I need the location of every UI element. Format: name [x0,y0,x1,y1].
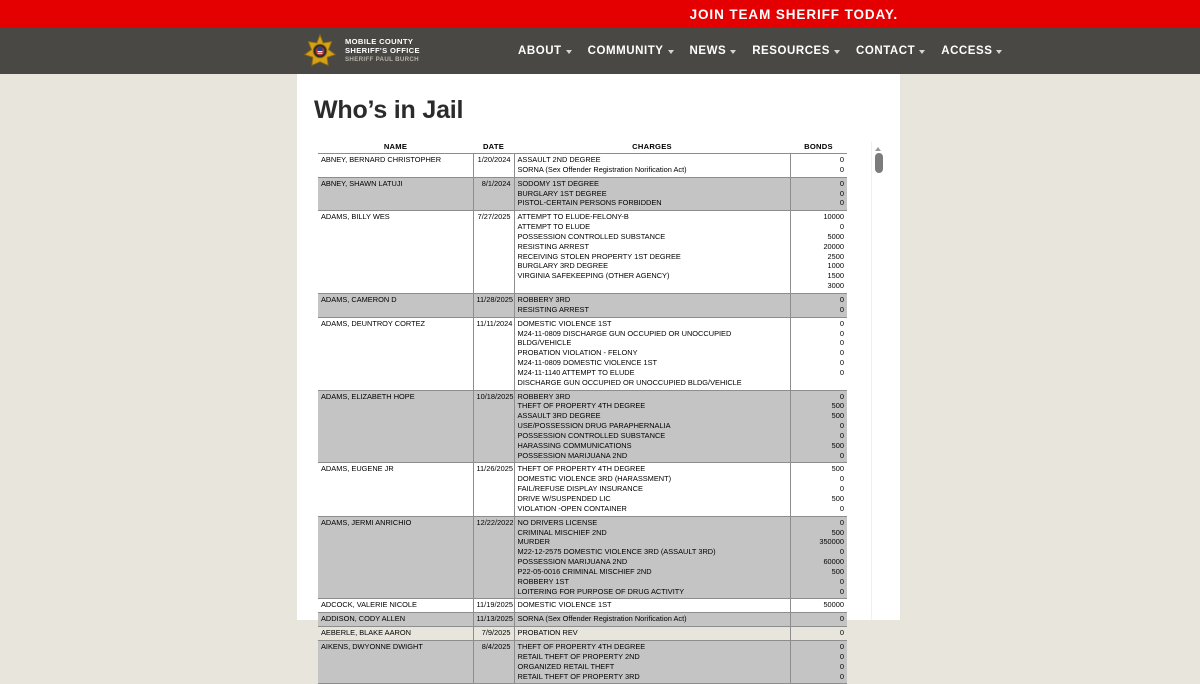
cell-bonds [790,317,847,390]
charge-line: VIRGINIA SAFEKEEPING (OTHER AGENCY) [517,271,670,281]
table-row [318,613,847,627]
cell-name: ADCOCK, VALERIE NICOLE [318,599,473,613]
bond-amount: 0 [839,391,844,401]
cell-date: 10/18/2025 [473,390,514,463]
main-menu [518,45,1002,57]
cell-name: AEBERLE, BLAKE AARON [318,627,473,641]
charge-line: POSSESSION MARIJUANA 2ND [517,450,628,460]
announcement-text[interactable]: JOIN TEAM SHERIFF TODAY. [689,6,898,22]
content-panel [297,74,900,681]
nav-label-community: COMMUNITY [587,45,664,57]
charge-line: DISCHARGE GUN OCCUPIED OR UNOCCUPIED BLDG/VEHICLE [517,377,742,387]
nav-item-community[interactable] [588,45,674,57]
charge-line: M22-12-2575 DOMESTIC VIOLENCE 3RD (ASSAULT 3RD) [517,547,716,557]
bond-amount: 0 [839,304,844,314]
cell-charges [514,599,790,613]
bond-amount: 10000 [823,212,844,222]
bond-amount: 0 [839,338,844,348]
nav-item-access[interactable] [941,45,1002,57]
cell-bonds [790,516,847,599]
brand-line-county: MOBILE COUNTY [345,37,414,47]
bond-amount: 0 [839,517,844,527]
cell-name: ABNEY, BERNARD CHRISTOPHER [318,154,473,178]
column-header-name[interactable]: NAME [318,142,473,154]
table-header-row [318,142,847,154]
nav-item-contact[interactable] [856,45,925,57]
jail-roster-frame [314,142,884,681]
cell-charges [514,627,790,641]
bond-amount: 500 [831,440,844,450]
bond-amount: 0 [839,421,844,431]
cell-bonds [790,463,847,516]
column-header-date[interactable]: DATE [473,142,514,154]
brand-wordmark [345,38,420,63]
bond-amount: 0 [839,188,844,198]
bond-amount: 0 [839,358,844,368]
charge-line: PROBATION REV [517,628,578,638]
bond-amount: 1000 [827,261,844,271]
bond-amount: 500 [831,401,844,411]
bond-amount: 0 [839,586,844,596]
cell-name: ABNEY, SHAWN LATUJI [318,177,473,211]
bond-amount: 0 [839,576,844,586]
site-navigation-bar [0,28,1200,74]
charge-line: BLDG/VEHICLE [517,338,572,348]
charge-line: PROBATION VIOLATION - FELONY [517,348,638,358]
jail-roster-body [318,154,847,684]
cell-charges [514,640,790,683]
charge-line: ROBBERY 3RD [517,391,571,401]
table-row [318,154,847,178]
charge-line: RESISTING ARREST [517,241,589,251]
cell-date: 12/22/2022 [473,516,514,599]
cell-bonds [790,211,847,294]
cell-date: 8/1/2024 [473,177,514,211]
charge-line: USE/POSSESSION DRUG PARAPHERNALIA [517,421,671,431]
bond-amount: 0 [839,474,844,484]
bond-amount: 0 [839,155,844,164]
cell-date: 11/19/2025 [473,599,514,613]
cell-bonds [790,640,847,683]
nav-label-access: ACCESS [941,45,993,57]
table-row [318,293,847,317]
announcement-bar [0,0,1200,28]
charge-line: HARASSING COMMUNICATIONS [517,440,632,450]
cell-charges [514,613,790,627]
bond-amount: 2500 [827,251,844,261]
bond-amount: 0 [839,671,844,681]
cell-name: ADDISON, CODY ALLEN [318,613,473,627]
charge-line: RETAIL THEFT OF PROPERTY 2ND [517,651,640,661]
bond-amount: 0 [839,430,844,440]
bond-amount: 1500 [827,271,844,281]
table-row [318,640,847,683]
bond-amount: 500 [831,566,844,576]
cell-date: 11/28/2025 [473,293,514,317]
charge-line: M24-11-0809 DOMESTIC VIOLENCE 1ST [517,358,658,368]
page-title: Who’s in Jail [314,96,464,124]
charge-line: ASSAULT 2ND DEGREE [517,155,601,164]
charge-line: RETAIL THEFT OF PROPERTY 3RD [517,671,640,681]
cell-bonds [790,390,847,463]
charge-line: VIOLATION -OPEN CONTAINER [517,503,627,513]
bond-amount: 0 [839,222,844,232]
nav-label-news: NEWS [689,45,727,57]
bond-amount: 500 [831,527,844,537]
table-row [318,627,847,641]
charge-line: LOITERING FOR PURPOSE OF DRUG ACTIVITY [517,586,685,596]
bond-amount: 0 [839,547,844,557]
charge-line: MURDER [517,537,550,547]
chevron-down-icon [919,50,925,54]
bond-amount: 500 [831,411,844,421]
page-body [0,74,1200,681]
cell-charges [514,390,790,463]
table-row [318,516,847,599]
bond-amount: 0 [839,651,844,661]
cell-name: ADAMS, EUGENE JR [318,463,473,516]
cell-name: ADAMS, JERMI ANRICHIO [318,516,473,599]
bond-amount: 0 [839,367,844,377]
scroll-up-arrow-icon[interactable] [875,147,881,151]
nav-item-about[interactable] [518,45,572,57]
bond-amount: 0 [839,503,844,513]
charge-line: DOMESTIC VIOLENCE 1ST [517,318,612,328]
bond-amount: 0 [839,318,844,328]
cell-bonds [790,613,847,627]
bond-amount: 0 [839,328,844,338]
table-row [318,390,847,463]
bond-amount: 0 [839,628,844,638]
chevron-down-icon [996,50,1002,54]
charge-line: BURGLARY 1ST DEGREE [517,188,607,198]
chevron-down-icon [668,50,674,54]
cell-bonds [790,293,847,317]
cell-charges [514,211,790,294]
charge-line: PISTOL-CERTAIN PERSONS FORBIDDEN [517,198,662,208]
cell-charges [514,154,790,178]
cell-date: 8/4/2025 [473,640,514,683]
charge-line: P22-05-0016 CRIMINAL MISCHIEF 2ND [517,566,652,576]
nav-label-contact: CONTACT [856,45,916,57]
cell-charges [514,317,790,390]
cell-bonds [790,627,847,641]
table-row [318,177,847,211]
nav-label-resources: RESOURCES [752,45,830,57]
jail-roster-scroll-content [314,142,866,684]
table-row [318,463,847,516]
charge-line: ATTEMPT TO ELUDE-FELONY-B [517,212,629,222]
cell-date: 11/13/2025 [473,613,514,627]
bond-amount: 0 [839,614,844,624]
charge-line: DRIVE W/SUSPENDED LIC [517,494,611,503]
bond-amount: 0 [839,641,844,651]
charge-line: POSSESSION CONTROLLED SUBSTANCE [517,430,666,440]
charge-line: POSSESSION MARIJUANA 2ND [517,557,628,567]
brand-line-office: SHERIFF'S OFFICE [345,46,420,56]
bond-amount: 0 [839,661,844,671]
column-header-charges[interactable]: CHARGES [514,142,790,154]
cell-date: 1/20/2024 [473,154,514,178]
cell-bonds [790,177,847,211]
cell-charges [514,293,790,317]
cell-date: 11/26/2025 [473,463,514,516]
charge-line: FAIL/REFUSE DISPLAY INSURANCE [517,484,643,494]
charge-line: M24-11-1140 ATTEMPT TO ELUDE [517,367,635,377]
cell-name: ADAMS, CAMERON D [318,293,473,317]
charge-line: SORNA (Sex Offender Registration Norification Act) [517,164,687,174]
bond-amount: 0 [839,348,844,358]
cell-date: 11/11/2024 [473,317,514,390]
nav-item-news[interactable] [690,45,737,57]
cell-charges [514,516,790,599]
site-logo[interactable] [302,33,420,69]
charge-line: POSSESSION CONTROLLED SUBSTANCE [517,231,666,241]
chevron-down-icon [566,50,572,54]
bond-amount: 20000 [823,241,844,251]
table-row [318,599,847,613]
charge-line: THEFT OF PROPERTY 4TH DEGREE [517,464,646,474]
charge-line: RECEIVING STOLEN PROPERTY 1ST DEGREE [517,251,681,261]
charge-line: DOMESTIC VIOLENCE 3RD (HARASSMENT) [517,474,672,484]
charge-line: RESISTING ARREST [517,304,589,314]
charge-line: SORNA (Sex Offender Registration Norification Act) [517,614,687,624]
cell-name: ADAMS, ELIZABETH HOPE [318,390,473,463]
jail-roster-table [318,142,847,684]
bond-amount: 5000 [827,231,844,241]
sheriff-star-badge-icon [302,33,338,69]
roster-scrollbar[interactable] [871,142,884,620]
chevron-down-icon [730,50,736,54]
cell-name: ADAMS, DEUNTROY CORTEZ [318,317,473,390]
charge-line: BURGLARY 3RD DEGREE [517,261,608,271]
bond-amount: 350000 [819,537,844,547]
cell-charges [514,463,790,516]
scrollbar-thumb[interactable] [875,153,883,173]
cell-date: 7/9/2025 [473,627,514,641]
cell-charges [514,177,790,211]
charge-line: THEFT OF PROPERTY 4TH DEGREE [517,641,646,651]
bond-amount: 500 [831,464,844,474]
charge-line: THEFT OF PROPERTY 4TH DEGREE [517,401,646,411]
bond-amount: 0 [839,164,844,174]
bond-amount: 0 [839,484,844,494]
chevron-down-icon [834,50,840,54]
cell-bonds [790,599,847,613]
charge-line: NO DRIVERS LICENSE [517,517,598,527]
table-row [318,211,847,294]
nav-item-resources[interactable] [752,45,840,57]
charge-line: SODOMY 1ST DEGREE [517,178,599,188]
bond-amount: 0 [839,450,844,460]
charge-line: ATTEMPT TO ELUDE [517,222,591,232]
bond-amount: 3000 [827,281,844,291]
charge-line: M24-11-0809 DISCHARGE GUN OCCUPIED OR UNOCCUPIED [517,328,732,338]
bond-amount: 0 [839,294,844,304]
bond-amount: 0 [839,178,844,188]
bond-amount: 50000 [823,600,844,610]
charge-line: CRIMINAL MISCHIEF 2ND [517,527,607,537]
charge-line: ASSAULT 3RD DEGREE [517,411,601,421]
charge-line: ROBBERY 3RD [517,294,571,304]
bond-amount: 60000 [823,557,844,567]
nav-label-about: ABOUT [518,45,562,57]
cell-date: 7/27/2025 [473,211,514,294]
cell-bonds [790,154,847,178]
charge-line: DOMESTIC VIOLENCE 1ST [517,600,612,610]
table-row [318,317,847,390]
column-header-bonds[interactable]: BONDS [790,142,847,154]
charge-line: ROBBERY 1ST [517,576,569,586]
cell-name: ADAMS, BILLY WES [318,211,473,294]
cell-name: AIKENS, DWYONNE DWIGHT [318,640,473,683]
brand-line-sheriff: SHERIFF PAUL BURCH [345,56,419,64]
bond-amount: 500 [831,494,844,503]
charge-line: ORGANIZED RETAIL THEFT [517,661,615,671]
bond-amount: 0 [839,198,844,208]
